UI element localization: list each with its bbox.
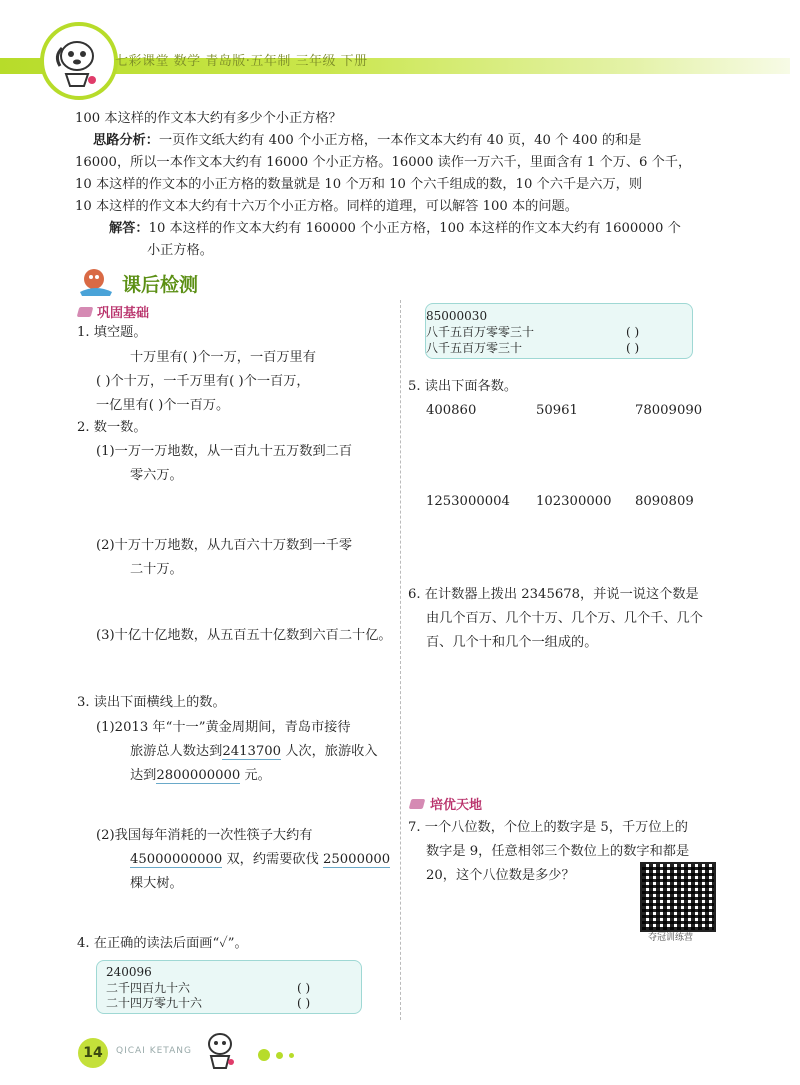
qr-caption: 夺冠训练营 [648,933,694,943]
q5-number: 78009090 [635,403,703,418]
q2-title: 2. 数一数。 [77,420,147,435]
q4-answer-box-2 [425,303,693,359]
column-divider [400,300,401,1020]
box2-number: 85000030 [426,309,488,323]
tag-icon [409,799,426,809]
box2-option-2: 八千五百万零三十 [426,341,523,355]
q7-line-2: 数字是 9，任意相邻三个数位上的数字和都是 [426,844,690,859]
q5-number: 50961 [536,403,578,418]
q3-part2-line-a: (2)我国每年消耗的一次性筷子大约有 [96,828,313,843]
answer-label: 解答： [109,221,149,236]
q1-line-3: 一亿里有( )个一百万。 [96,398,230,413]
q3-p1c-post: 元。 [244,768,271,783]
q2-part1-line-b: 零六万。 [130,468,183,483]
q3-p1b-post: 人次，旅游收入 [285,744,378,759]
q3-p2b-mid: 双，约需要砍伐 [226,852,319,867]
footer-mascot-icon [195,1030,245,1070]
box1-option-1: 二千四百九十六 [106,981,191,995]
box1-check-slot-1[interactable]: ( ) [297,981,311,995]
q3-part1-line-c [130,766,271,786]
q3-underlined-number-4: 25000000 [323,852,391,867]
subsection-title-basic: 巩固基础 [97,306,150,321]
box2-option-1: 八千五百万零零三十 [426,325,535,339]
q2-part3: (3)十亿十亿地数，从五百五十亿数到六百二十亿。 [96,628,392,643]
analysis-label: 思路分析： [93,133,159,148]
q4-answer-box-1 [96,960,362,1014]
header-title: 七彩课堂 数学 青岛版·五年制 三年级 下册 [115,54,368,69]
q3-p1b-pre: 旅游总人数达到 [130,744,223,759]
q6-line-3: 百、几个十和几个一组成的。 [426,635,598,650]
q5-number: 102300000 [536,494,612,509]
q3-title: 3. 读出下面横线上的数。 [77,695,226,710]
analysis-line-1 [93,131,641,151]
q2-part2-line-b: 二十万。 [130,562,183,577]
q2-part2-line-a: (2)十万十万地数，从九百六十万数到一千零 [96,538,353,553]
footer-brand: QICAI KETANG [116,1046,192,1056]
subsection-title-advanced: 培优天地 [430,798,483,813]
footer-dot-icon [276,1052,283,1059]
box1-option-2: 二十四万零九十六 [106,996,203,1010]
mascot-logo-icon [40,22,118,100]
q3-underlined-number-1: 2413700 [222,744,282,759]
q3-part1-line-a: (1)2013 年“十一”黄金周期间，青岛市接待 [96,720,351,735]
q7-line-1: 7. 一个八位数，个位上的数字是 5，千万位上的 [408,820,688,835]
section-title: 课后检测 [122,274,199,296]
q1-line-1: 十万里有( )个一万，一百万里有 [130,350,316,365]
q3-part1-line-b [130,742,378,762]
section-mascot-icon [76,266,116,298]
q1-line-2: ( )个十万，一千万里有( )个一百万， [96,374,310,389]
q6-line-1: 6. 在计数器上拨出 2345678，并说一说这个数是 [408,587,699,602]
analysis-line-3: 10 本这样的作文本的小正方格的数量就是 10 个万和 10 个六千组成的数，10 个六千是六万，则 [75,177,643,192]
q3-part2-line-b [130,850,390,870]
intro-question: 100 本这样的作文本大约有多少个小正方格？ [75,111,342,126]
q6-line-2: 由几个百万、几个十万、几个万、几个千、几个 [426,611,703,626]
footer-dot-icon [289,1053,294,1058]
q5-number: 1253000004 [426,494,510,509]
box2-check-slot-1[interactable]: ( ) [626,325,640,339]
q5-number: 8090809 [635,494,694,509]
q5-title: 5. 读出下面各数。 [408,379,518,394]
q7-line-3: 20，这个八位数是多少？ [426,868,575,883]
q3-underlined-number-3: 45000000000 [130,852,223,867]
analysis-text-1: 一页作文纸大约有 400 个小正方格，一本作文本大约有 40 页，40 个 400 的和是 [158,133,642,148]
q5-number: 400860 [426,403,477,418]
page-number: 14 [78,1038,108,1068]
qr-code-icon[interactable] [640,862,716,932]
answer-line-2: 小正方格。 [147,243,213,258]
q3-underlined-number-2: 2800000000 [156,768,241,783]
q2-part1-line-a: (1)一万一万地数，从一百九十五万数到二百 [96,444,353,459]
answer-text-1: 10 本这样的作文本大约有 160000 个小正方格，100 本这样的作文本大约有 1600000 个 [148,221,681,236]
q1-title: 1. 填空题。 [77,325,147,340]
box1-check-slot-2[interactable]: ( ) [297,996,311,1010]
answer-line-1 [109,219,681,239]
box1-number: 240096 [106,965,152,979]
box2-check-slot-2[interactable]: ( ) [626,341,640,355]
q3-p1c-pre: 达到 [130,768,157,783]
footer-dot-icon [258,1049,270,1061]
q3-part2-line-c: 棵大树。 [130,876,183,891]
analysis-line-2: 16000，所以一本作文本大约有 16000 个小正方格。16000 读作一万六千，里面含有 1 个万、6 个千， [75,155,692,170]
analysis-line-4: 10 本这样的作文本大约有十六万个小正方格。同样的道理，可以解答 100 本的问题。 [75,199,578,214]
tag-icon [77,307,94,317]
q4-title: 4. 在正确的读法后面画“✓”。 [77,936,248,951]
